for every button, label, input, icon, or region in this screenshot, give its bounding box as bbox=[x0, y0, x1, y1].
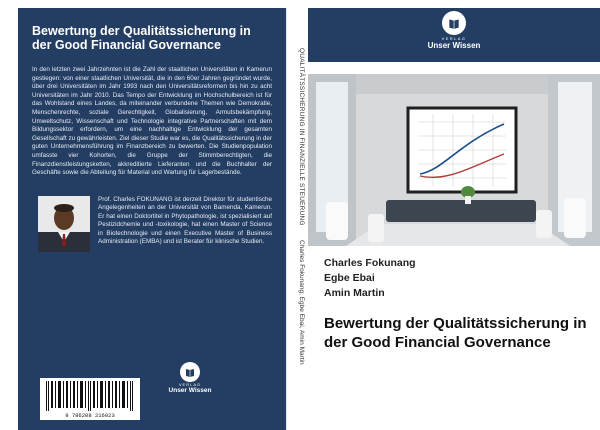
isbn-number: 9 786208 216023 bbox=[65, 412, 115, 419]
publisher-logo-back bbox=[165, 362, 215, 394]
back-cover-title: Bewertung der Qualitätssicherung in der Good Financial Governance bbox=[32, 24, 251, 52]
author-bio: Prof. Charles FOKUNANG ist derzeit Direktor für studentische Angelegenheiten an der Universität von Bamenda, Kamerun. Er hat einen Doktortitel in Phytopathologie, ist spezialisiert auf Pestizidchemie und -toxikologie, hat einen Master of Science in Biotechnologie und einen Executive Master of Business Administration (EMBA) und ist Berater für klinische Studien. bbox=[98, 196, 272, 246]
publisher-verlag: VERLAG bbox=[178, 382, 202, 387]
spine-authors: Charles Fokunang, Egbe Ebai, Amin Martin bbox=[298, 240, 305, 365]
back-cover bbox=[18, 8, 286, 430]
publisher-verlag-front: VERLAG bbox=[441, 36, 467, 41]
meeting-room-image bbox=[308, 74, 600, 246]
author-portrait-icon bbox=[38, 196, 90, 252]
back-cover-description: In den letzten zwei Jahrzehnten ist die Zahl der staatlichen Universitäten in Kamerun gestiegen: von einer staatlichen Universität, die in den 60er Jahren gegründet wurde, über drei Universitäten im Jahr 1993 nach den Universitätsreformen bis hin zu acht Universitäten im Jahr 2010. Das Tempo der Entwicklung im Hochschulbereich ist für das Wohlstand eines Landes, da miteinander verbundene Themen wie Demokratie, Menschenrechte, soziale Gerechtigkeit, Globalisierung, Armutsbekämpfung, Umweltschutz, Wissenschaft und Technologie integrative Partnerschaften mit dem Bildungssektor erfordern, um eine nachhaltige Entwicklung der gesamten Gesellschaft zu gewährleisten. Ziel dieser Studie war es, die Qualitätssicherung in der guten Unternehmensführung im Finanzbereich zu bewerten. Die Studienpopulation umfasste vier Kohorten, die Gruppe der Stimmberechtigten, die Finanzdienstleistungsketten, akkreditierte Lieferanten und die Buchhalter der Geschäfte sowie die Abteilung für Material und Wartung für Lagerbestände. bbox=[32, 66, 272, 177]
book-in-circle-icon bbox=[180, 362, 200, 382]
isbn-barcode bbox=[40, 378, 140, 420]
spine-title: QUALITÄTSSICHERUNG IN FINANZIELLE STEUERUNG bbox=[298, 48, 305, 226]
publisher-brand: Unser Wissen bbox=[168, 387, 212, 394]
spine bbox=[286, 8, 309, 430]
author-photo bbox=[38, 196, 90, 252]
publisher-brand-front: Unser Wissen bbox=[427, 41, 481, 50]
publisher-logo-front bbox=[308, 11, 600, 50]
book-in-circle-icon bbox=[442, 11, 466, 35]
author-name: Amin Martin bbox=[324, 287, 385, 299]
cover-photo-meeting-room bbox=[308, 74, 600, 246]
author-list bbox=[324, 256, 416, 301]
front-cover bbox=[308, 8, 600, 430]
author-name: Egbe Ebai bbox=[324, 272, 375, 284]
barcode-icon bbox=[40, 378, 140, 412]
front-cover-title: Bewertung der Qualitätssicherung in der Good Financial Governance bbox=[324, 315, 587, 351]
author-name: Charles Fokunang bbox=[324, 257, 416, 269]
